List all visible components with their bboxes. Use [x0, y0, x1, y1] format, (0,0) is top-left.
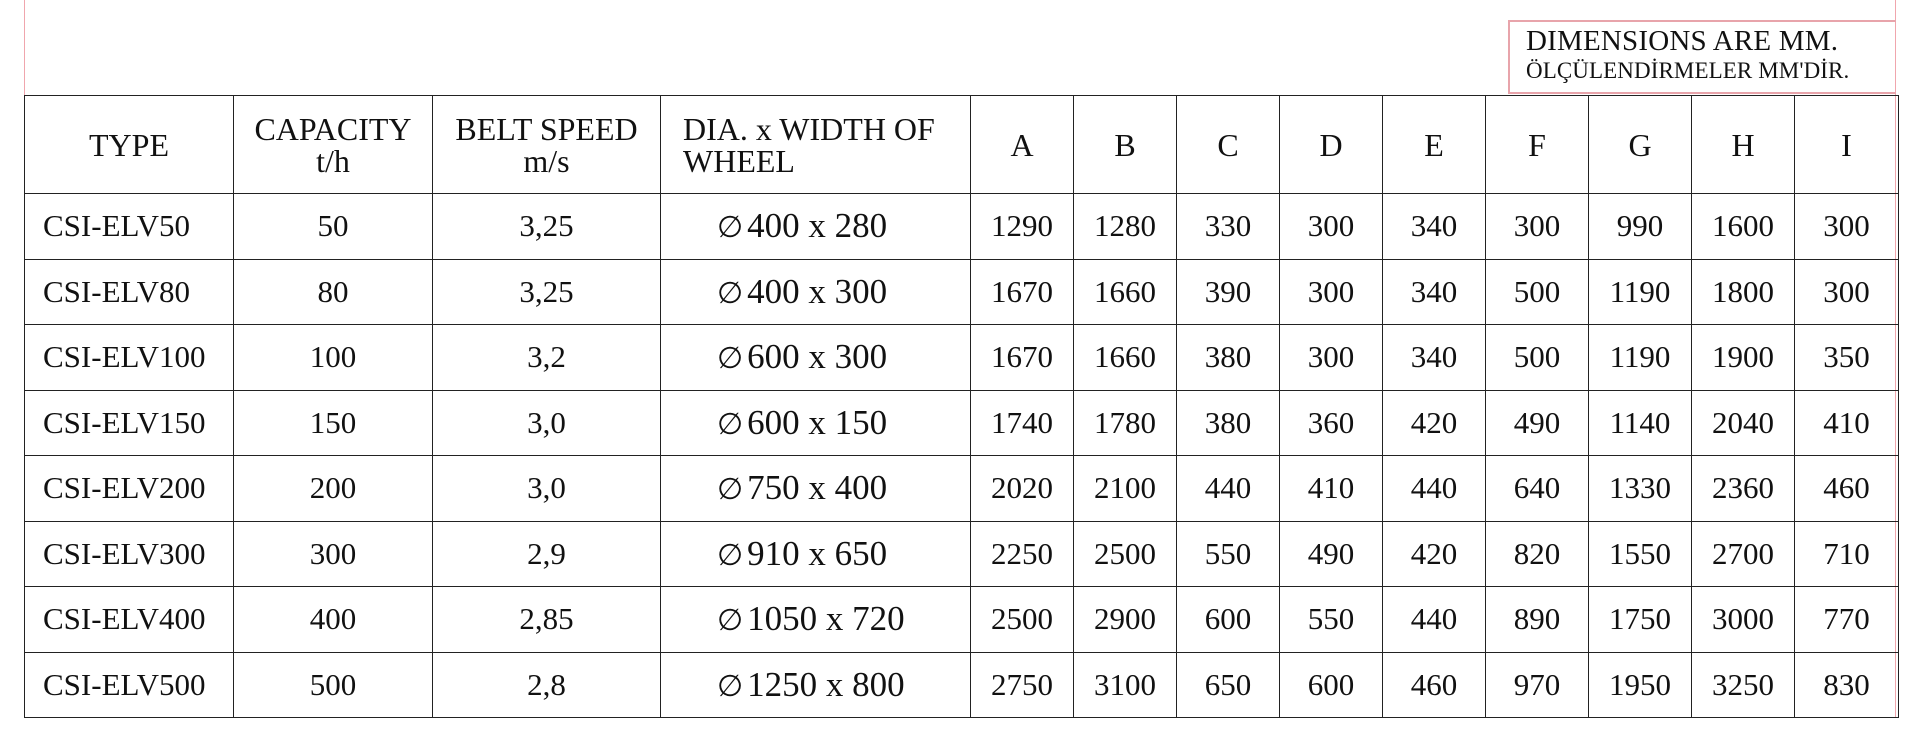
f-cell: 300: [1486, 194, 1589, 260]
header-g: G: [1589, 96, 1692, 194]
type-cell: CSI-ELV500: [25, 652, 234, 718]
speed-cell: 3,0: [433, 456, 661, 522]
g-cell: 1550: [1589, 521, 1692, 587]
h-cell: 2040: [1692, 390, 1795, 456]
table-row: [25, 194, 1899, 260]
i-cell: 830: [1795, 652, 1899, 718]
f-cell: 500: [1486, 259, 1589, 325]
header-f: F: [1486, 96, 1589, 194]
type-cell: CSI-ELV300: [25, 521, 234, 587]
e-cell: 340: [1383, 259, 1486, 325]
table-row: [25, 652, 1899, 718]
c-cell: 550: [1177, 521, 1280, 587]
f-cell: 820: [1486, 521, 1589, 587]
h-cell: 1900: [1692, 325, 1795, 391]
table-row: [25, 587, 1899, 653]
g-cell: 1140: [1589, 390, 1692, 456]
capacity-cell: 500: [234, 652, 433, 718]
wheel-cell: ∅ 400 x 300: [661, 259, 971, 325]
d-cell: 410: [1280, 456, 1383, 522]
speed-cell: 3,25: [433, 194, 661, 260]
e-cell: 340: [1383, 325, 1486, 391]
b-cell: 1280: [1074, 194, 1177, 260]
table-row: [25, 521, 1899, 587]
d-cell: 550: [1280, 587, 1383, 653]
diameter-symbol: ∅: [717, 604, 744, 638]
c-cell: 380: [1177, 325, 1280, 391]
h-cell: 3000: [1692, 587, 1795, 653]
b-cell: 1660: [1074, 325, 1177, 391]
f-cell: 640: [1486, 456, 1589, 522]
diameter-symbol: ∅: [717, 538, 744, 572]
b-cell: 3100: [1074, 652, 1177, 718]
capacity-cell: 100: [234, 325, 433, 391]
c-cell: 650: [1177, 652, 1280, 718]
d-cell: 300: [1280, 259, 1383, 325]
capacity-cell: 50: [234, 194, 433, 260]
header-c: C: [1177, 96, 1280, 194]
g-cell: 990: [1589, 194, 1692, 260]
capacity-cell: 200: [234, 456, 433, 522]
g-cell: 1190: [1589, 259, 1692, 325]
table-row: [25, 456, 1899, 522]
b-cell: 2500: [1074, 521, 1177, 587]
header-h: H: [1692, 96, 1795, 194]
g-cell: 1330: [1589, 456, 1692, 522]
i-cell: 300: [1795, 194, 1899, 260]
a-cell: 1740: [971, 390, 1074, 456]
h-cell: 2360: [1692, 456, 1795, 522]
c-cell: 600: [1177, 587, 1280, 653]
wheel-cell: ∅ 600 x 150: [661, 390, 971, 456]
header-a: A: [971, 96, 1074, 194]
diameter-symbol: ∅: [717, 473, 744, 507]
speed-cell: 3,25: [433, 259, 661, 325]
a-cell: 2250: [971, 521, 1074, 587]
dimensions-note-english: DIMENSIONS ARE MM.: [1526, 25, 1839, 57]
e-cell: 440: [1383, 587, 1486, 653]
i-cell: 410: [1795, 390, 1899, 456]
diameter-symbol: ∅: [717, 407, 744, 441]
elevator-spec-table: [24, 95, 1899, 718]
h-cell: 1600: [1692, 194, 1795, 260]
d-cell: 300: [1280, 325, 1383, 391]
dimensions-note: [1508, 20, 1896, 94]
header-wheel: DIA. x WIDTH OF WHEEL: [661, 96, 971, 194]
b-cell: 2100: [1074, 456, 1177, 522]
i-cell: 770: [1795, 587, 1899, 653]
type-cell: CSI-ELV100: [25, 325, 234, 391]
capacity-cell: 300: [234, 521, 433, 587]
header-b: B: [1074, 96, 1177, 194]
g-cell: 1750: [1589, 587, 1692, 653]
wheel-cell: ∅ 1050 x 720: [661, 587, 971, 653]
wheel-cell: ∅ 750 x 400: [661, 456, 971, 522]
i-cell: 300: [1795, 259, 1899, 325]
header-capacity: CAPACITY t/h: [234, 96, 433, 194]
e-cell: 460: [1383, 652, 1486, 718]
header-belt-speed: BELT SPEED m/s: [433, 96, 661, 194]
b-cell: 1660: [1074, 259, 1177, 325]
c-cell: 330: [1177, 194, 1280, 260]
i-cell: 710: [1795, 521, 1899, 587]
c-cell: 380: [1177, 390, 1280, 456]
e-cell: 340: [1383, 194, 1486, 260]
c-cell: 390: [1177, 259, 1280, 325]
capacity-cell: 150: [234, 390, 433, 456]
type-cell: CSI-ELV200: [25, 456, 234, 522]
d-cell: 300: [1280, 194, 1383, 260]
a-cell: 1290: [971, 194, 1074, 260]
diameter-symbol: ∅: [717, 211, 744, 245]
g-cell: 1950: [1589, 652, 1692, 718]
wheel-cell: ∅ 600 x 300: [661, 325, 971, 391]
capacity-cell: 400: [234, 587, 433, 653]
a-cell: 1670: [971, 325, 1074, 391]
h-cell: 2700: [1692, 521, 1795, 587]
a-cell: 2750: [971, 652, 1074, 718]
wheel-cell: ∅ 1250 x 800: [661, 652, 971, 718]
d-cell: 490: [1280, 521, 1383, 587]
a-cell: 1670: [971, 259, 1074, 325]
wheel-cell: ∅ 400 x 280: [661, 194, 971, 260]
g-cell: 1190: [1589, 325, 1692, 391]
i-cell: 350: [1795, 325, 1899, 391]
header-e: E: [1383, 96, 1486, 194]
a-cell: 2020: [971, 456, 1074, 522]
table-row: [25, 325, 1899, 391]
speed-cell: 2,9: [433, 521, 661, 587]
speed-cell: 2,8: [433, 652, 661, 718]
a-cell: 2500: [971, 587, 1074, 653]
c-cell: 440: [1177, 456, 1280, 522]
b-cell: 2900: [1074, 587, 1177, 653]
table-row: [25, 390, 1899, 456]
b-cell: 1780: [1074, 390, 1177, 456]
type-cell: CSI-ELV150: [25, 390, 234, 456]
capacity-cell: 80: [234, 259, 433, 325]
dimensions-note-turkish: ÖLÇÜLENDİRMELER MM'DİR.: [1526, 57, 1850, 83]
header-d: D: [1280, 96, 1383, 194]
f-cell: 890: [1486, 587, 1589, 653]
i-cell: 460: [1795, 456, 1899, 522]
speed-cell: 3,2: [433, 325, 661, 391]
table-row: [25, 259, 1899, 325]
type-cell: CSI-ELV50: [25, 194, 234, 260]
d-cell: 600: [1280, 652, 1383, 718]
diameter-symbol: ∅: [717, 669, 744, 703]
diameter-symbol: ∅: [717, 276, 744, 310]
f-cell: 500: [1486, 325, 1589, 391]
e-cell: 420: [1383, 390, 1486, 456]
wheel-cell: ∅ 910 x 650: [661, 521, 971, 587]
d-cell: 360: [1280, 390, 1383, 456]
header-i: I: [1795, 96, 1899, 194]
h-cell: 3250: [1692, 652, 1795, 718]
diameter-symbol: ∅: [717, 342, 744, 376]
type-cell: CSI-ELV80: [25, 259, 234, 325]
type-cell: CSI-ELV400: [25, 587, 234, 653]
speed-cell: 2,85: [433, 587, 661, 653]
header-type: TYPE: [25, 96, 234, 194]
f-cell: 970: [1486, 652, 1589, 718]
e-cell: 440: [1383, 456, 1486, 522]
speed-cell: 3,0: [433, 390, 661, 456]
f-cell: 490: [1486, 390, 1589, 456]
header-row: [25, 96, 1899, 194]
e-cell: 420: [1383, 521, 1486, 587]
h-cell: 1800: [1692, 259, 1795, 325]
